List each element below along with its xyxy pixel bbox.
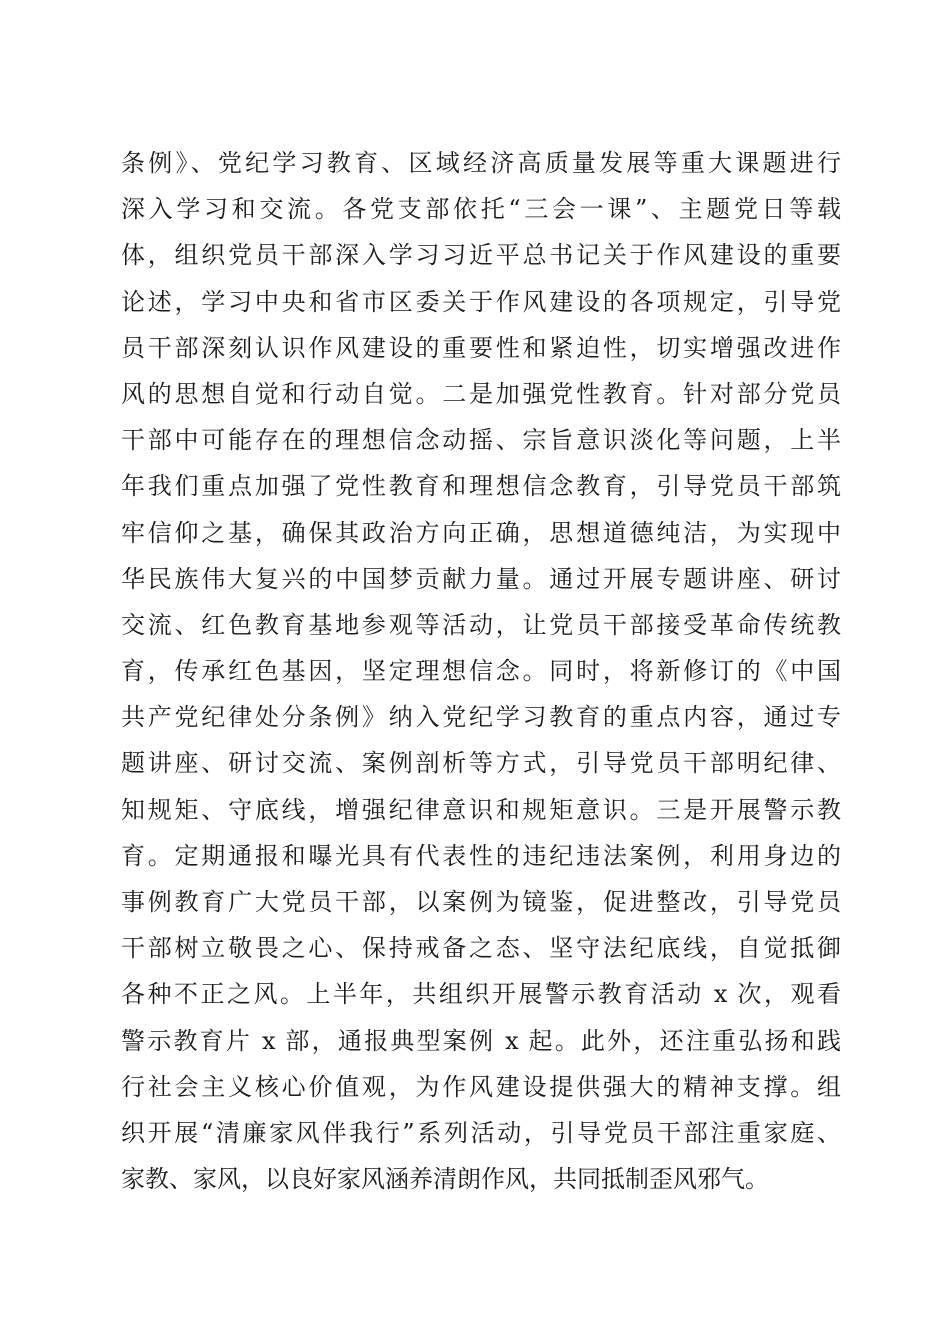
- text-line: 家教、家风，以良好家风涵养清朗作风，共同抵制歪风邪气。: [121, 1165, 769, 1194]
- text-line: 深入学习和交流。各党支部依托“三会一课”、主题党日等载: [121, 195, 841, 224]
- body-paragraph: [121, 140, 841, 1202]
- text-line: 华民族伟大复兴的中国梦贡献力量。通过开展专题讲座、研讨: [121, 564, 841, 593]
- text-line: 警示教育片 x 部，通报典型案例 x 起。此外，还注重弘扬和践: [121, 1026, 841, 1055]
- text-line: 育，传承红色基因，坚定理想信念。同时，将新修订的《中国: [121, 657, 841, 686]
- text-line: 织开展“清廉家风伴我行”系列活动，引导党员干部注重家庭、: [121, 1118, 841, 1147]
- text-line: 各种不正之风。上半年，共组织开展警示教育活动 x 次，观看: [121, 980, 841, 1009]
- text-line: 论述，学习中央和省市区委关于作风建设的各项规定，引导党: [121, 287, 841, 316]
- text-line: 年我们重点加强了党性教育和理想信念教育，引导党员干部筑: [121, 472, 841, 501]
- text-line: 条例》、党纪学习教育、区域经济高质量发展等重大课题进行: [121, 149, 841, 177]
- text-line: 知规矩、守底线，增强纪律意识和规矩意识。三是开展警示教: [121, 795, 841, 824]
- text-line: 题讲座、研讨交流、案例剖析等方式，引导党员干部明纪律、: [121, 749, 841, 778]
- text-line: 牢信仰之基，确保其政治方向正确，思想道德纯洁，为实现中: [121, 518, 841, 547]
- text-line: 体，组织党员干部深入学习习近平总书记关于作风建设的重要: [121, 241, 841, 270]
- text-line: 风的思想自觉和行动自觉。二是加强党性教育。针对部分党员: [121, 379, 841, 408]
- text-line: 干部中可能存在的理想信念动摇、宗旨意识淡化等问题，上半: [121, 426, 841, 455]
- text-line: 共产党纪律处分条例》纳入党纪学习教育的重点内容，通过专: [121, 703, 841, 732]
- text-line: 行社会主义核心价值观，为作风建设提供强大的精神支撑。组: [121, 1072, 841, 1101]
- text-line: 事例教育广大党员干部，以案例为镜鉴，促进整改，引导党员: [121, 888, 841, 916]
- text-line: 员干部深刻认识作风建设的重要性和紧迫性，切实增强改进作: [121, 333, 841, 362]
- text-line: 交流、红色教育基地参观等活动，让党员干部接受革命传统教: [121, 610, 841, 639]
- text-line: 干部树立敬畏之心、保持戒备之态、坚守法纪底线，自觉抵御: [121, 934, 841, 963]
- text-line: 育。定期通报和曝光具有代表性的违纪违法案例，利用身边的: [121, 841, 841, 870]
